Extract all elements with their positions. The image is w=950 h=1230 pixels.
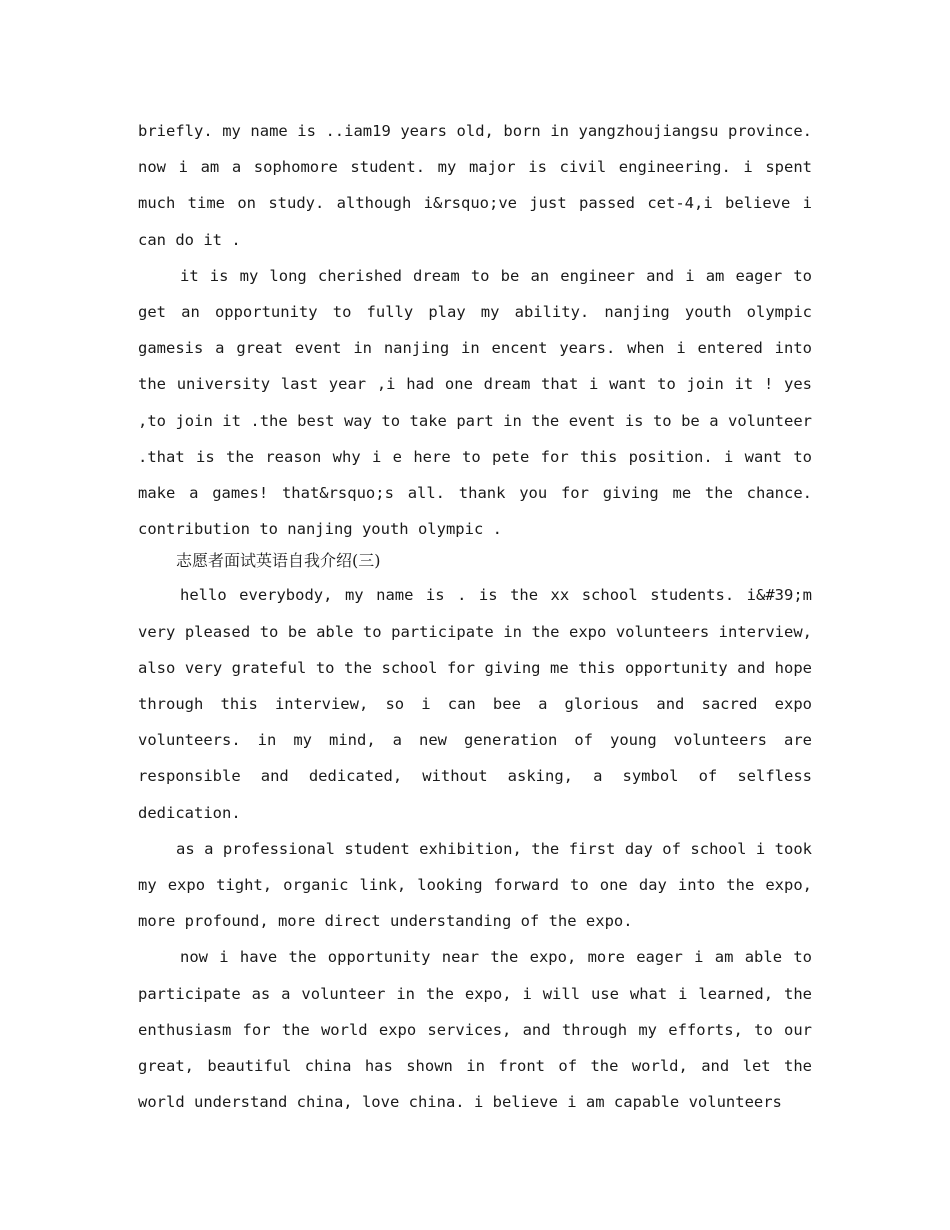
document-page [138,113,812,1120]
section-heading: 志愿者面试英语自我介绍(三) [176,551,381,571]
paragraph-opportunity: now i have the opportunity near the expo, more eager i am able to participate as a volunteer in the expo, i will use what i learned, the enthusiasm for the world expo services, and through my efforts, to our great, beautiful china has shown in front of the world, and let the world understand china, love china. i believe i am capable volunteers [138,948,812,1112]
paragraph-exhibition: as a professional student exhibition, the first day of school i took my expo tight, organic link, looking forward to one day into the expo, more profound, more direct understanding of the expo. [138,839,812,931]
paragraph-greeting: hello everybody, my name is . is the xx school students. i&#39;m very pleased to be able to participate in the expo volunteers interview, also very grateful to the school for giving me this opportunity and hope through this interview, so i can bee a glorious and sacred expo volunteers. in my mind, a new generation of young volunteers are responsible and dedicated, without asking, a symbol of selfless dedication. [138,586,812,822]
paragraph-dream: it is my long cherished dream to be an engineer and i am eager to get an opportunity to fully play my ability. nanjing youth olympic gamesis a great event in nanjing in encent years. when i entered into the university last year ,i had one dream that i want to join it ! yes ,to join it .the best way to take part in the event is to be a volunteer .that is the reason why i e here to pete for this position. i want to make a games! that&rsquo;s all. thank you for giving me the chance. contribution to nanjing youth olympic . [138,266,812,539]
paragraph-intro: briefly. my name is ..iam19 years old, born in yangzhoujiangsu province. now i am a sophomore student. my major is civil engineering. i spent much time on study. although i&rsquo;ve just passed cet-4,i believe i can do it . [138,122,812,249]
